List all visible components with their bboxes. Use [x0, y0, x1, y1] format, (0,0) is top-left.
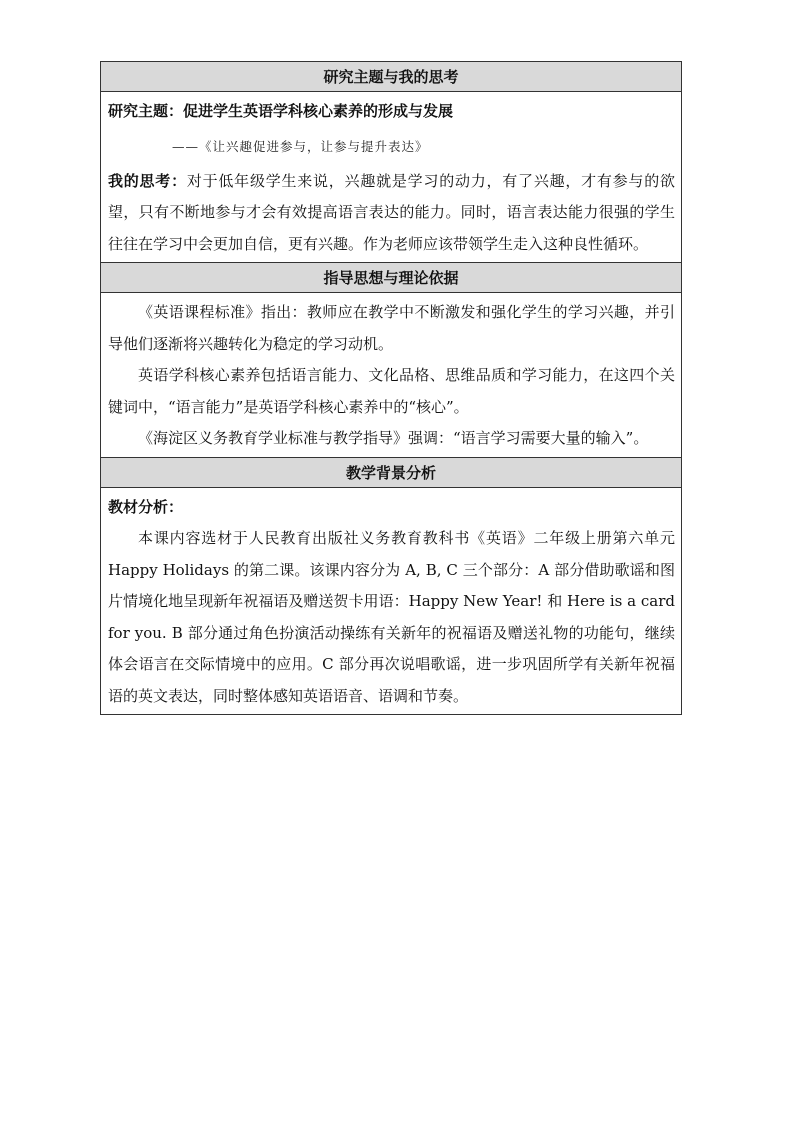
thinking-text: 对于低年级学生来说，兴趣就是学习的动力，有了兴趣，才有参与的欲望，只有不断地参与才会有效提高语言表达的能力。同时，语言表达能力很强的学生往往在学习中会更加自信，更有兴趣。作为老师应该带领学生走入这种良性循环。 — [108, 171, 675, 253]
topic-text: 促进学生英语学科核心素养的形成与发展 — [183, 102, 454, 120]
section-body-research-topic — [101, 92, 681, 263]
section-header-teaching-background: 教学背景分析 — [101, 458, 681, 488]
theory-paragraph: 《英语课程标准》指出：教师应在教学中不断激发和强化学生的学习兴趣，并引导他们逐渐将兴趣转化为稳定的学习动机。 — [108, 303, 675, 353]
section-body-guiding-theory — [101, 293, 681, 458]
topic-subtitle: ——《让兴趣促进参与，让参与提升表达》 — [172, 138, 429, 154]
topic-label: 研究主题： — [108, 102, 184, 120]
theory-paragraph: 《海淀区义务教育学业标准与教学指导》强调：“语言学习需要大量的输入”。 — [138, 429, 649, 447]
section-body-teaching-background — [101, 488, 681, 715]
section-header-guiding-theory: 指导思想与理论依据 — [101, 263, 681, 293]
thinking-paragraph — [108, 166, 675, 261]
textbook-analysis-label: 教材分析： — [108, 497, 184, 516]
thinking-label: 我的思考： — [108, 171, 187, 190]
theory-paragraph: 英语学科核心素养包括语言能力、文化品格、思维品质和学习能力，在这四个关键词中，“语言能力”是英语学科核心素养中的“核心”。 — [108, 366, 675, 416]
section-header-research-topic: 研究主题与我的思考 — [101, 62, 681, 92]
topic-line — [108, 96, 675, 128]
document-table — [100, 61, 682, 715]
textbook-analysis-paragraph: 本课内容选材于人民教育出版社义务教育教科书《英语》二年级上册第六单元 Happy Holidays 的第二课。该课内容分为 A, B, C 三个部分：A 部分借助歌谣和图片情境化地呈现新年祝福语及赠送贺卡用语：Happy New Year! 和 Here is a card for you. B 部分通过角色扮演活动操练有关新年的祝福语及赠送礼物的功能句，继续体会语言在交际情境中的应用。C 部分再次说唱歌谣，进一步巩固所学有关新年祝福语的英文表达，同时整体感知英语语音、语调和节奏。 — [108, 529, 675, 705]
